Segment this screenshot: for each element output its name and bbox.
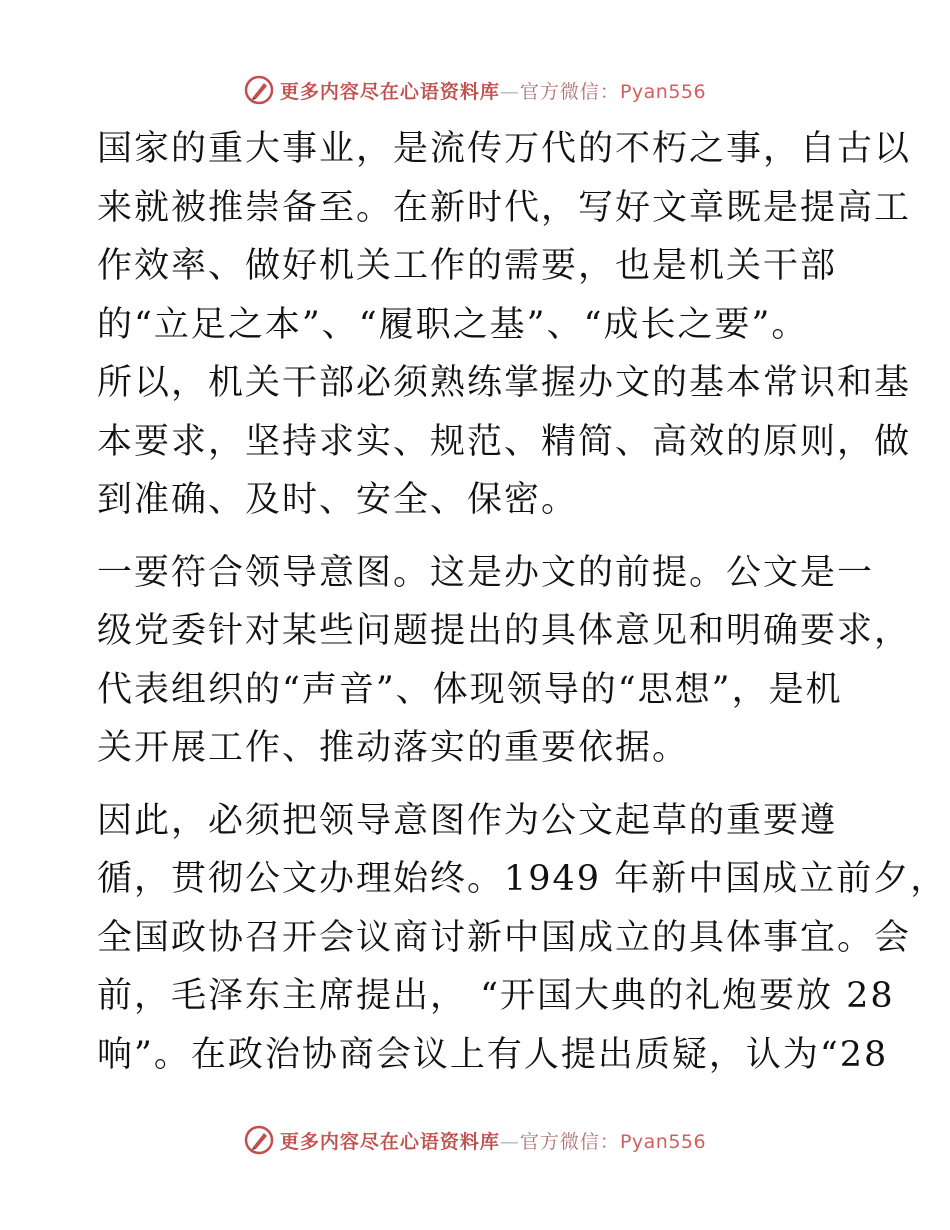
text-line: 的“立足之本”、“履职之基”、“成长之要”。 <box>97 304 809 345</box>
text-line: 所以，机关干部必须熟练掌握办文的基本常识和基 <box>97 363 912 403</box>
text-line: 代表组织的“声音”、体现领导的“思想”，是机 <box>97 669 843 710</box>
watermark-text <box>280 1127 706 1154</box>
watermark-dash: — <box>499 80 520 103</box>
watermark-dash: — <box>499 1130 520 1153</box>
text-line: 因此，必须把领导意图作为公文起草的重要遵 <box>97 800 838 841</box>
text-line: 循，贯彻公文办理始终。1949 年新中国成立前夕， <box>97 859 948 899</box>
footer-watermark <box>0 1120 950 1160</box>
pen-logo-icon <box>244 75 274 105</box>
text-line: 国家的重大事业，是流传万代的不朽之事，自古以 <box>97 129 912 169</box>
text-line: 本要求，坚持求实、规范、精简、高效的原则，做 <box>97 421 912 462</box>
watermark-main-text: 更多内容尽在心语资料库 <box>279 80 500 103</box>
text-line: 级党委针对某些问题提出的具体意见和明确要求， <box>97 611 912 651</box>
paragraph-1 <box>97 120 912 530</box>
text-line: 一要符合领导意图。这是办文的前提。公文是一 <box>97 552 875 593</box>
watermark-account: Pyan556 <box>619 80 707 103</box>
pen-logo-icon <box>244 1125 274 1155</box>
watermark-text <box>280 77 706 104</box>
text-line: 前，毛泽东主席提出， “开国大典的礼炮要放 28 <box>97 976 895 1016</box>
watermark-label: 官方微信： <box>519 80 620 103</box>
document-body <box>97 120 948 1084</box>
text-line: 来就被推崇备至。在新时代，写好文章既是提高工 <box>97 187 912 228</box>
paragraph-2 <box>97 544 912 778</box>
header-watermark <box>0 70 950 110</box>
watermark-main-text: 更多内容尽在心语资料库 <box>279 1130 500 1153</box>
watermark-label: 官方微信： <box>519 1130 620 1153</box>
text-line: 作效率、做好机关工作的需要，也是机关干部 <box>97 246 838 286</box>
text-line: 到准确、及时、安全、保密。 <box>97 480 579 520</box>
text-line: 全国政协召开会议商讨新中国成立的具体事宜。会 <box>97 917 912 958</box>
paragraph-3 <box>97 792 948 1085</box>
text-line: 关开展工作、推动落实的重要依据。 <box>97 728 690 768</box>
watermark-account: Pyan556 <box>619 1130 707 1153</box>
text-line: 响”。在政治协商会议上有人提出质疑，认为“28 <box>97 1034 889 1075</box>
